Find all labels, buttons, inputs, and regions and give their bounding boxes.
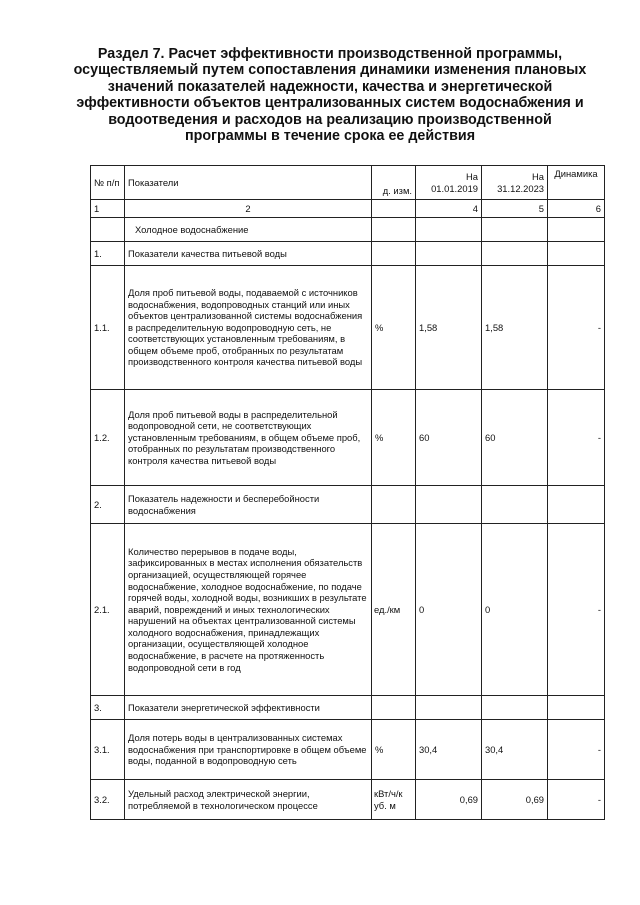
section-title bbox=[70, 46, 590, 144]
row-num: 3. bbox=[91, 696, 125, 720]
row-unit: ед./км bbox=[372, 524, 416, 696]
row-dynamics: - bbox=[548, 780, 605, 820]
row-name: Доля проб питьевой воды, подаваемой с источников водоснабжения, водопроводных станций или иных объектов централизованной системы водоснабжения в распределительную водопроводную сеть, не соответствующих установленным требованиям, в общем объеме проб, отобранных по результатам производственного контроля качества питьевой воды bbox=[125, 266, 372, 390]
row-num: 3.1. bbox=[91, 720, 125, 780]
row-num: 2. bbox=[91, 486, 125, 524]
section-cell-empty bbox=[372, 218, 416, 242]
table-row bbox=[91, 486, 605, 524]
row-unit: % bbox=[372, 390, 416, 486]
row-num: 1.2. bbox=[91, 390, 125, 486]
row-unit: % bbox=[372, 720, 416, 780]
title-line: программы в течение срока ее действия bbox=[184, 128, 476, 145]
row-num: 2.1. bbox=[91, 524, 125, 696]
row-dynamics bbox=[548, 486, 605, 524]
row-name: Показатели энергетической эффективности bbox=[125, 696, 372, 720]
table-row bbox=[91, 780, 605, 820]
table-header-row bbox=[91, 166, 605, 200]
row-name: Доля потерь воды в централизованных системах водоснабжения при транспортировке в общем объеме воды, поданной в водопроводную сеть bbox=[125, 720, 372, 780]
row-value-2019: 0,69 bbox=[416, 780, 482, 820]
row-dynamics: - bbox=[548, 720, 605, 780]
column-number-row bbox=[91, 200, 605, 218]
row-unit bbox=[372, 696, 416, 720]
row-num: 3.2. bbox=[91, 780, 125, 820]
row-value-2019: 60 bbox=[416, 390, 482, 486]
row-name: Доля проб питьевой воды в распределительной водопроводной сети, не соответствующих установленным требованиям, в общем объеме проб, отобранных по результатам производственного контроля качества питьевой воды bbox=[125, 390, 372, 486]
title-line: водоотведения и расходов на реализацию производственной bbox=[108, 111, 552, 128]
row-dynamics: - bbox=[548, 390, 605, 486]
header-unit: д. изм. bbox=[372, 166, 416, 200]
row-value-2023: 0,69 bbox=[482, 780, 548, 820]
row-dynamics bbox=[548, 242, 605, 266]
row-num: 1. bbox=[91, 242, 125, 266]
row-dynamics bbox=[548, 696, 605, 720]
row-dynamics: - bbox=[548, 524, 605, 696]
table-row bbox=[91, 696, 605, 720]
column-number: 2 bbox=[125, 200, 372, 218]
table-row bbox=[91, 524, 605, 696]
table-row bbox=[91, 242, 605, 266]
table-row bbox=[91, 266, 605, 390]
row-value-2023: 30,4 bbox=[482, 720, 548, 780]
column-number bbox=[372, 200, 416, 218]
table-row bbox=[91, 390, 605, 486]
row-value-2019 bbox=[416, 486, 482, 524]
row-value-2019: 0 bbox=[416, 524, 482, 696]
section-cell-empty bbox=[482, 218, 548, 242]
title-line: осуществляемый путем сопоставления динамики изменения плановых bbox=[73, 62, 587, 79]
row-unit bbox=[372, 242, 416, 266]
row-name: Показатель надежности и бесперебойности водоснабжения bbox=[125, 486, 372, 524]
header-num: № п/п bbox=[91, 166, 125, 200]
row-dynamics: - bbox=[548, 266, 605, 390]
section-label: Холодное водоснабжение bbox=[125, 218, 372, 242]
row-value-2023 bbox=[482, 486, 548, 524]
row-num: 1.1. bbox=[91, 266, 125, 390]
header-date2: На 31.12.2023 bbox=[482, 166, 548, 200]
header-name: Показатели bbox=[125, 166, 372, 200]
header-dynamics: Динамика bbox=[548, 166, 605, 200]
header-date1: На 01.01.2019 bbox=[416, 166, 482, 200]
title-line: эффективности объектов централизованных систем водоснабжения и bbox=[76, 95, 584, 112]
row-value-2019 bbox=[416, 242, 482, 266]
column-number: 5 bbox=[482, 200, 548, 218]
row-unit: кВт/ч/к уб. м bbox=[372, 780, 416, 820]
column-number: 6 bbox=[548, 200, 605, 218]
row-value-2023: 1,58 bbox=[482, 266, 548, 390]
section-row bbox=[91, 218, 605, 242]
row-unit: % bbox=[372, 266, 416, 390]
row-value-2019: 1,58 bbox=[416, 266, 482, 390]
row-name: Показатели качества питьевой воды bbox=[125, 242, 372, 266]
row-value-2019: 30,4 bbox=[416, 720, 482, 780]
table-row bbox=[91, 720, 605, 780]
row-value-2023 bbox=[482, 242, 548, 266]
row-name: Количество перерывов в подаче воды, зафиксированных в местах исполнения обязательств организацией, осуществляющей горячее водоснабжение, холодное водоснабжение, по подаче горячей воды, холодной воды, возникших в результате аварий, повреждений и иных технологических нарушений на объектах централизованной системы холодного водоснабжения, принадлежащих организации, осуществляющей холодное водоснабжение, в расчете на протяженность водопроводной сети в год bbox=[125, 524, 372, 696]
indicators-table bbox=[90, 165, 605, 820]
column-number: 4 bbox=[416, 200, 482, 218]
section-cell-empty bbox=[548, 218, 605, 242]
section-cell-empty bbox=[416, 218, 482, 242]
row-unit bbox=[372, 486, 416, 524]
title-line: значений показателей надежности, качества и энергетической bbox=[107, 78, 553, 95]
row-value-2023: 0 bbox=[482, 524, 548, 696]
row-value-2019 bbox=[416, 696, 482, 720]
column-number: 1 bbox=[91, 200, 125, 218]
row-name: Удельный расход электрической энергии, потребляемой в технологическом процессе bbox=[125, 780, 372, 820]
row-value-2023: 60 bbox=[482, 390, 548, 486]
row-value-2023 bbox=[482, 696, 548, 720]
section-cell-empty bbox=[91, 218, 125, 242]
title-line: Раздел 7. Расчет эффективности производственной программы, bbox=[97, 46, 563, 62]
